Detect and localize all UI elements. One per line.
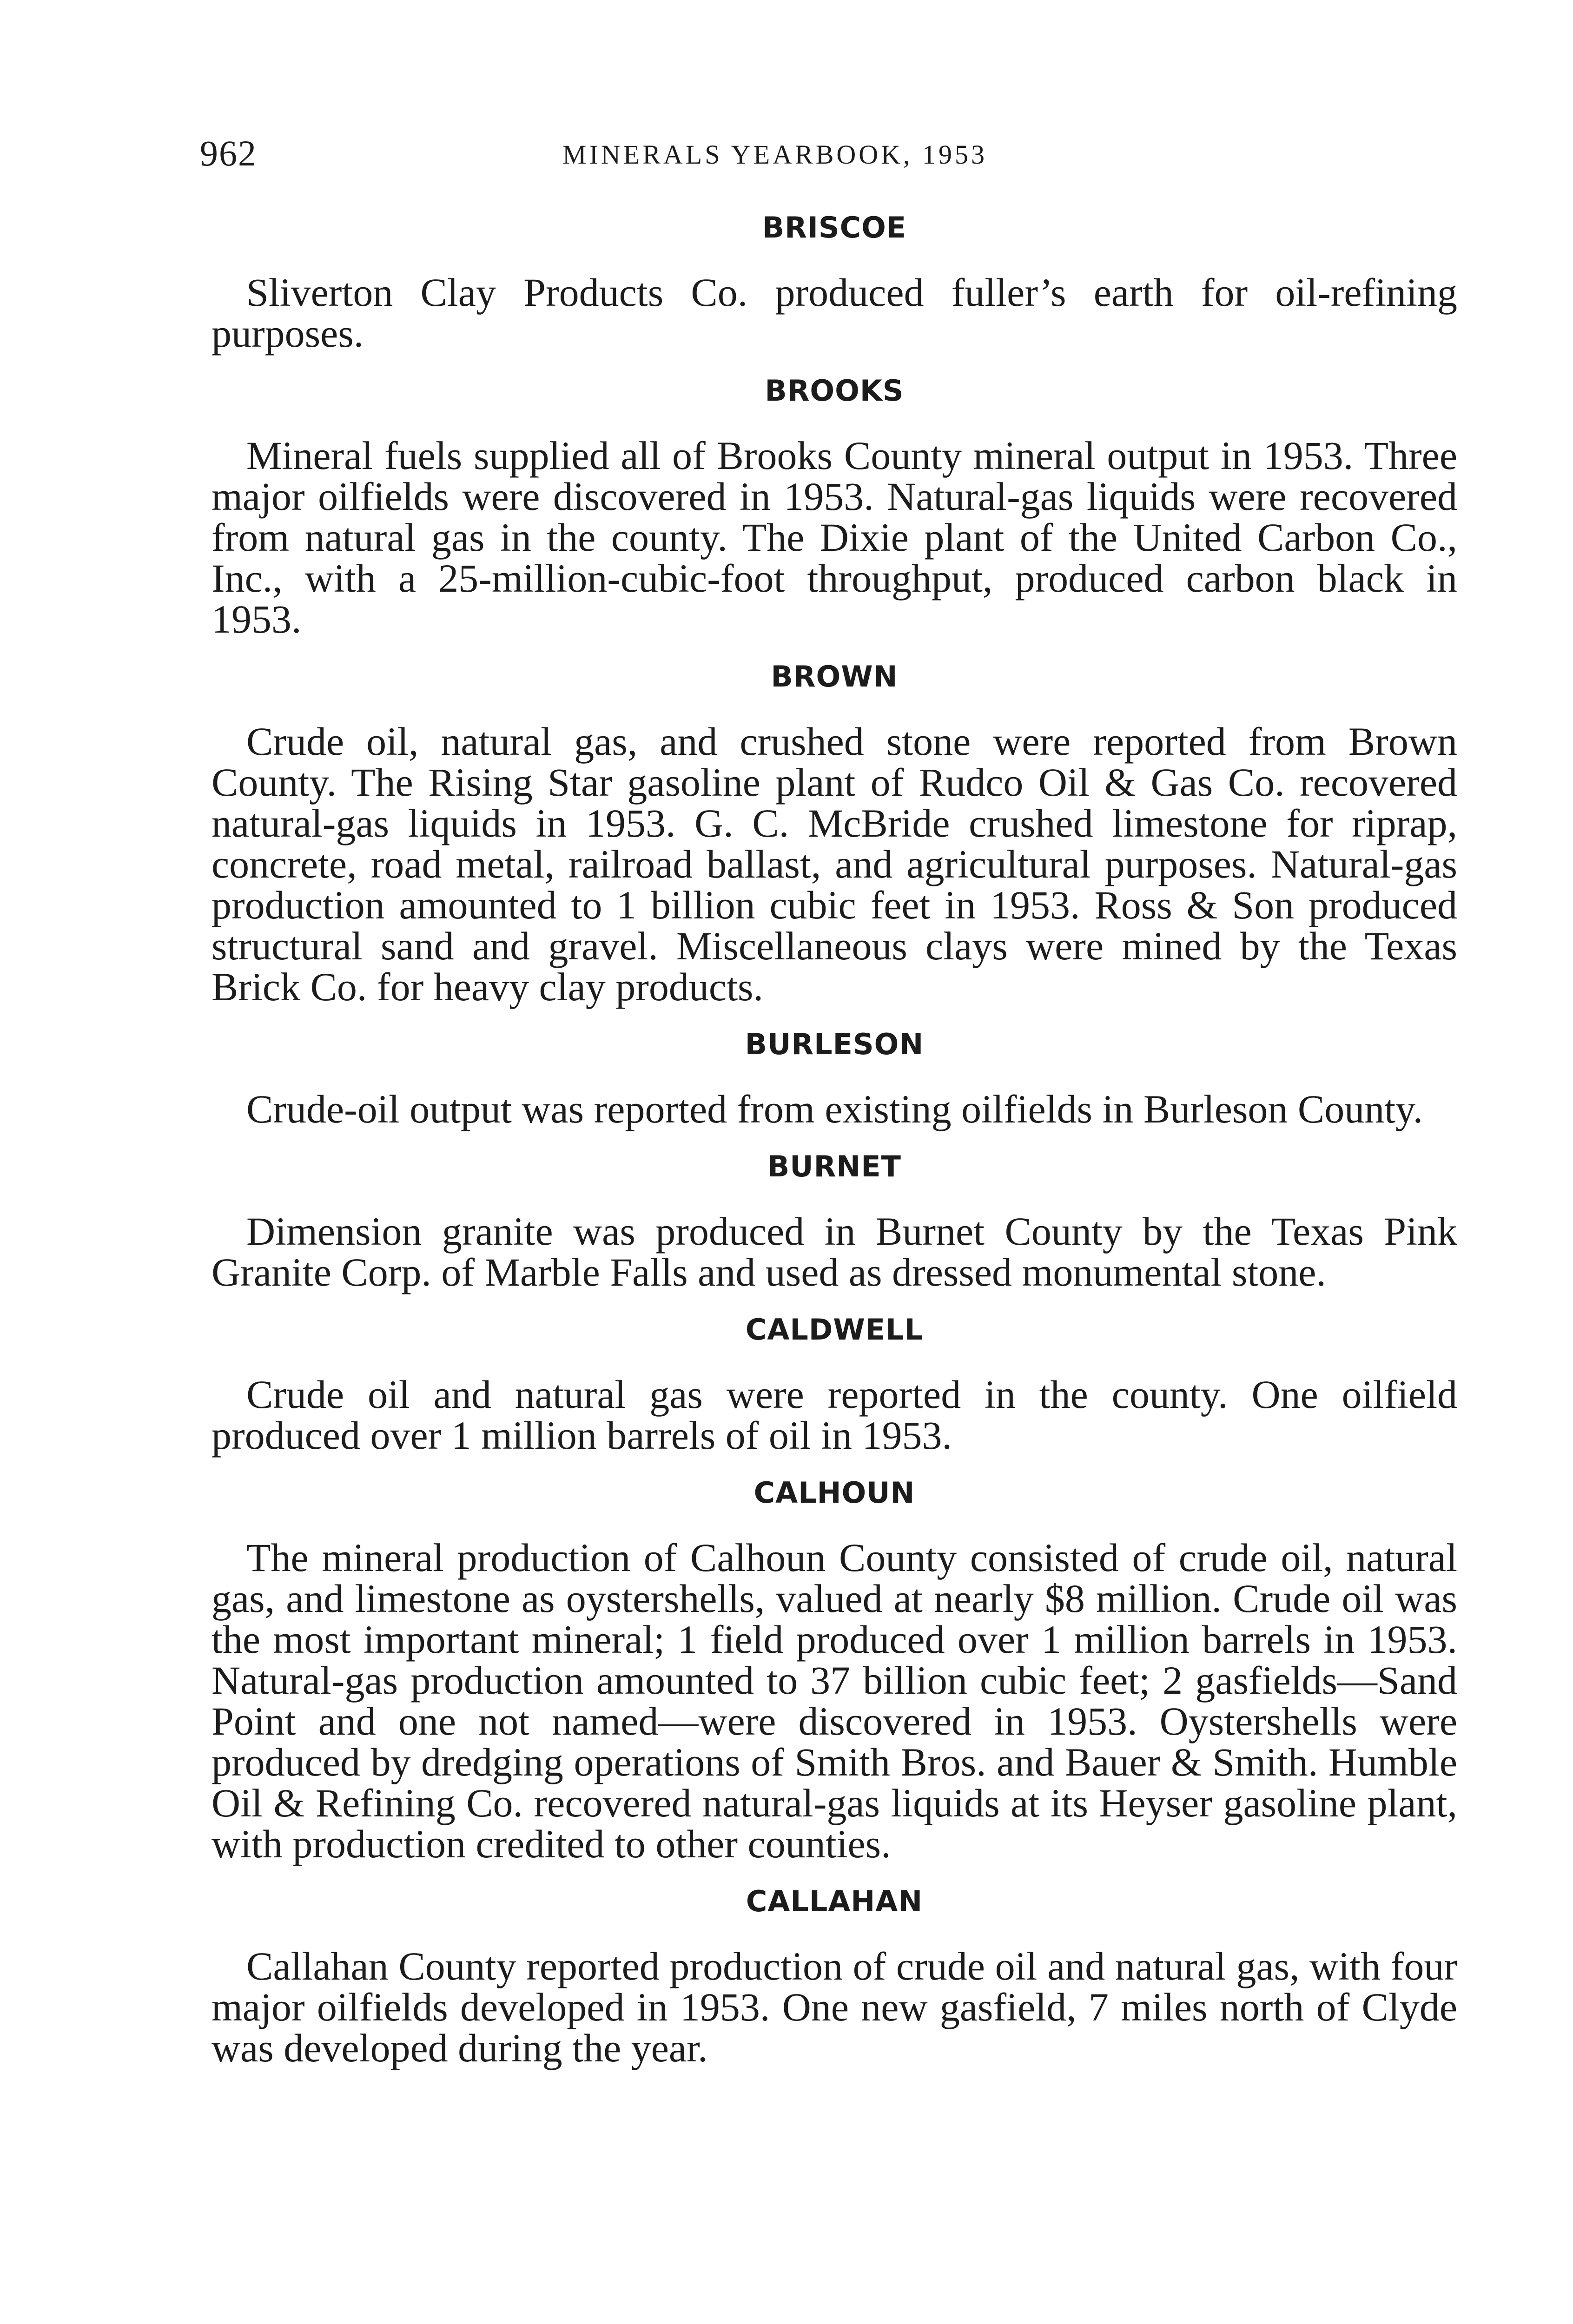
section-heading: BROWN <box>771 660 898 693</box>
section-paragraph: Crude oil and natural gas were reported in the county. One oilfield produced over 1 million barrels of oil in 1953. <box>211 1372 1457 1458</box>
section-heading: CALHOUN <box>753 1476 915 1510</box>
section-burnet <box>211 1143 1457 1293</box>
page-number: 962 <box>200 133 257 173</box>
section-calhoun <box>211 1470 1457 1864</box>
section-heading: BROOKS <box>765 374 904 408</box>
section-paragraph: Crude oil, natural gas, and crushed stone were reported from Brown County. The Rising Star gasoline plant of Rudco Oil & Gas Co. recovered natural-gas liquids in 1953. G. C. McBride crushed limestone for riprap, concrete, road metal, railroad ballast, and agricultural purposes. Natural-gas production amounted to 1 billion cubic feet in 1953. Ross & Son produced structural sand and gravel. Miscellaneous clays were mined by the Texas Brick Co. for heavy clay products. <box>211 719 1457 1009</box>
section-brown <box>211 654 1457 1007</box>
section-briscoe <box>211 205 1457 354</box>
section-paragraph: Crude-oil output was reported from existing oilfields in Burleson County. <box>246 1087 1423 1131</box>
section-callahan <box>211 1878 1457 2068</box>
section-heading: BURLESON <box>745 1027 924 1061</box>
section-paragraph: Dimension granite was produced in Burnet County by the Texas Pink Granite Corp. of Marble Falls and used as dressed monumental stone. <box>211 1209 1457 1294</box>
running-head <box>200 130 1464 177</box>
section-paragraph: Callahan County reported production of crude oil and natural gas, with four major oilfields developed in 1953. One new gasfield, 7 miles north of Clyde was developed during the year. <box>211 1944 1457 2070</box>
page-content <box>211 205 1457 2082</box>
section-brooks <box>211 368 1457 640</box>
section-heading: CALLAHAN <box>746 1884 923 1918</box>
section-caldwell <box>211 1307 1457 1456</box>
section-heading: BRISCOE <box>762 211 907 244</box>
section-paragraph: Mineral fuels supplied all of Brooks County mineral output in 1953. Three major oilfields were discovered in 1953. Natural-gas liquids were recovered from natural gas in the county. The Dixie plant of the United Carbon Co., Inc., with a 25-million-cubic-foot throughput, produced carbon black in 1953. <box>211 433 1457 641</box>
section-heading: BURNET <box>767 1149 901 1183</box>
running-title: MINERALS YEARBOOK, 1953 <box>562 139 988 170</box>
section-paragraph: Sliverton Clay Products Co. produced fuller’s earth for oil-refining purposes. <box>211 270 1457 356</box>
section-burleson <box>211 1021 1457 1129</box>
section-paragraph: The mineral production of Calhoun County consisted of crude oil, natural gas, and limestone as oystershells, valued at nearly $8 million. Crude oil was the most important mineral; 1 field produced over 1 million barrels in 1953. Natural-gas production amounted to 37 billion cubic feet; 2 gasfields—Sand Point and one not named—were discovered in 1953. Oystershells were produced by dredging operations of Smith Bros. and Bauer & Smith. Humble Oil & Refining Co. recovered natural-gas liquids at its Heyser gasoline plant, with production credited to other counties. <box>211 1535 1457 1866</box>
section-heading: CALDWELL <box>745 1313 924 1347</box>
